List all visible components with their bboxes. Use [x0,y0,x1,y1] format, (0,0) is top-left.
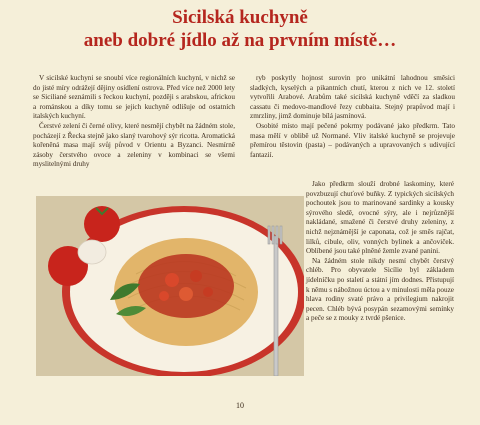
garlic [78,240,106,264]
paragraph: V sicilské kuchyni se snoubí více regionálních kuchyní, v nichž se do jisté míry odrážejí dějiny osídlení ostrova. Před více než 2000 lety se Siciliané seznámili s řeckou kuchyní, později s arabskou, africkou a románskou a díky tomu se jejich kuchyně odlišuje od ostatních italských kuchyní. [33,74,235,121]
page-title [0,6,480,52]
paragraph: Na žádném stole nikdy nesmí chybět čerstvý chléb. Pro obyvatele Sicílie byl základem jídelníčku po staletí a státní jím dodnes. Přistupují k němu s nábožnou úctou a v minulosti měla pouze hlava rodiny svaté právo a privilegium nakrojit pecen. Chléb bývá posypán sezamovými semínky a peče se z mouky z tvrdé pšenice. [306,256,454,323]
text-column-right-top [250,74,455,160]
title-line-2: aneb dobré jídlo až na prvním místě… [83,30,397,51]
text-column-left [33,74,235,170]
spaghetti-illustration [36,196,304,376]
paragraph: ryb poskytly hojnost surovin pro unikátní lahodnou směsici sladkých, kyselých a pikantních chutí, kterou z nich ve 12. století vytvořili Arabové. Arabům také sicilská kuchyně vděčí za sladkou cassatu či medovo-mandlové řezy cubbaita. Stejný prapůvod mají i zmrzliny, jimž dominuje bílá jasmínová. [250,74,455,121]
page-number: 10 [236,401,244,410]
paragraph: Osobité místo mají pečené pokrmy podávané jako předkrm. Tato masa mělí v oblibě už Normané. Vliv italské kuchyně se projevuje přemírou těstovin (pasta) – podávaných a upravovaných s udivující fantazií. [250,121,455,159]
paragraph: Jako předkrm slouží drobné laskominy, které povzbuzují chuťové buňky. Z typických sicilských pochoutek jsou to marinované sardinky a kousky sýrového sledě, ovocné sýry, ale i nejrůznější nakládané, smažené či čerstvé druhy zeleniny, z nichž nejznámější je caponata, což je směs rajčat, lilků, cibule, oliv, vonných bylinek a ančoviček. Oblíbené jsou také plněné žemle zvané panini. [306,180,454,256]
tomato [84,206,120,242]
title-line-1: Sicilská kuchyně [172,7,308,28]
spaghetti-photo [36,196,304,376]
paragraph: Čerstvé zelení či černé olivy, které nesmějí chybět na žádném stole, pocházejí z Řecka stejně jako slaný tvarohový sýr ricotta. Aromatická kořeněná masa mají svůj původ v Orientu a Byzanci. Nesmírně zásoby čerstvého ovoce a zeleniny v kombinaci se všemi myslitelnými druhy [33,121,235,169]
tomato-sauce [138,254,234,318]
text-column-right-bottom [306,180,454,324]
